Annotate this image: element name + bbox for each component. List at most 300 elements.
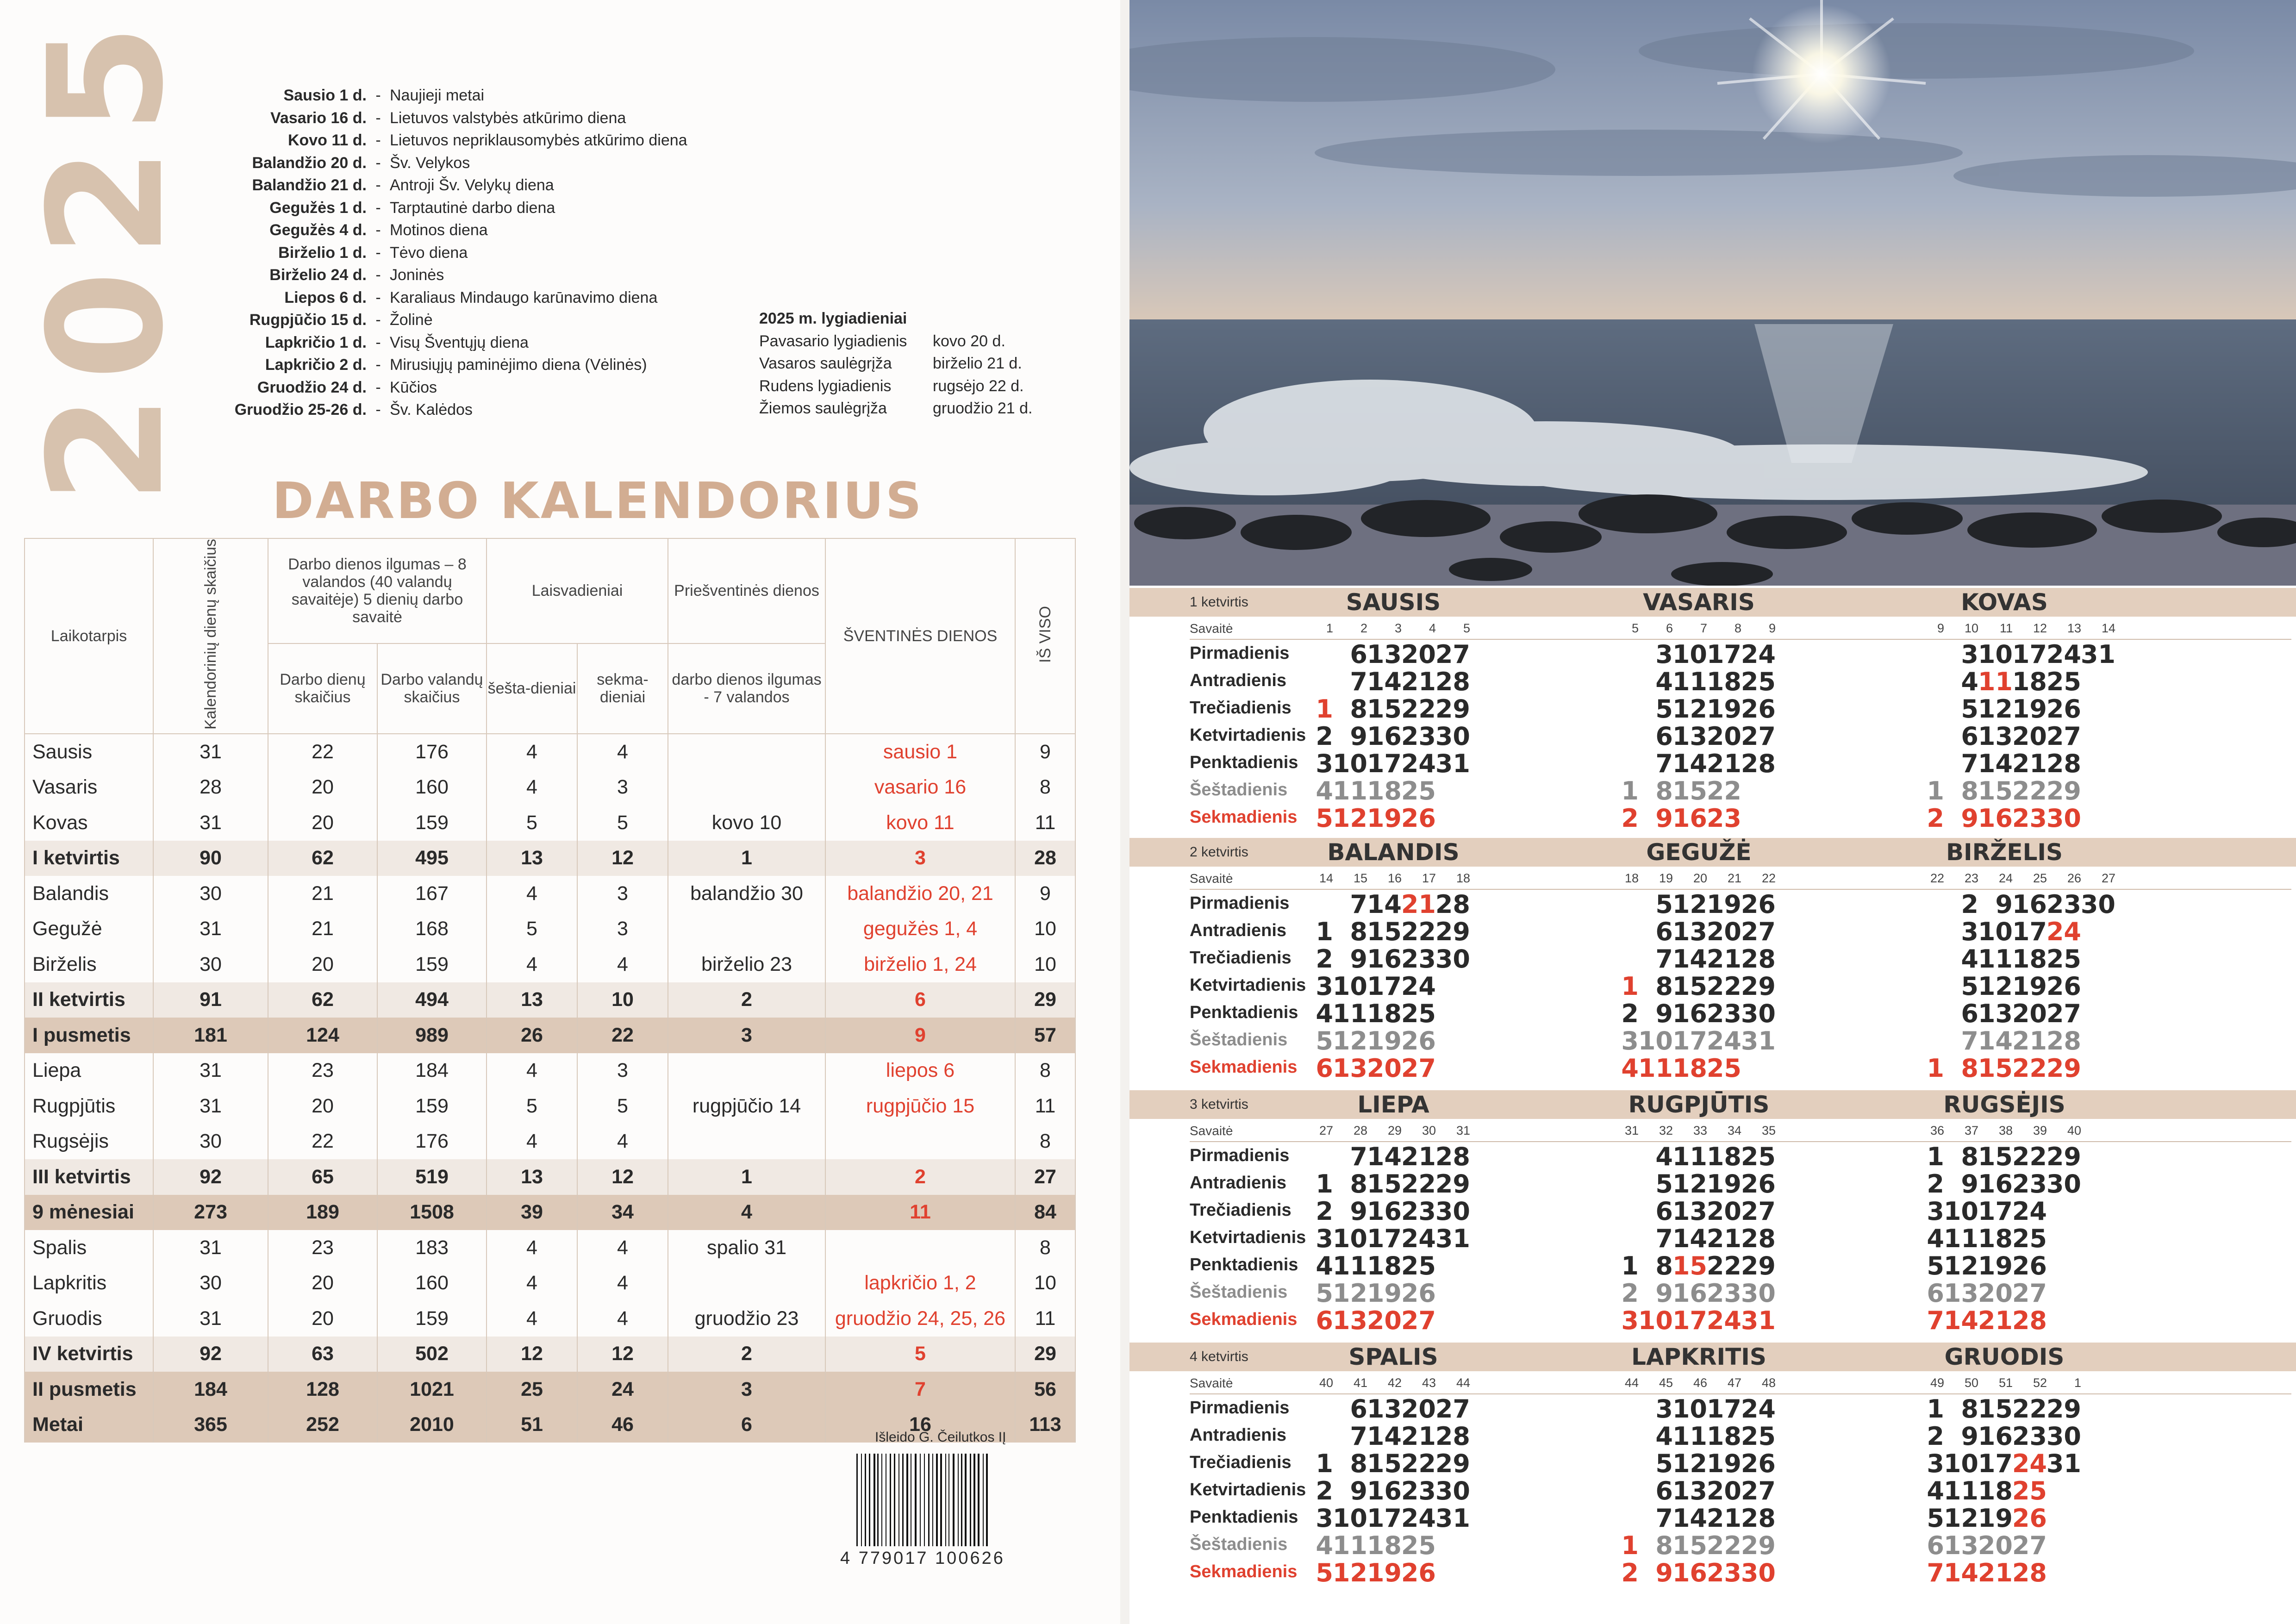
calendar-day: 19 [1706, 1449, 1741, 1478]
week-number: 44 [1624, 1376, 1639, 1390]
cell-period: 9 mėnesiai [25, 1195, 153, 1230]
cell-pre-holiday [668, 1266, 825, 1301]
calendar-day: 18 [1706, 667, 1741, 696]
calendar-day: 29 [2046, 776, 2081, 806]
calendar-day: 24 [1401, 749, 1436, 778]
cell-period: Rugpjūtis [25, 1088, 153, 1124]
equinox-name: Vasaros saulėgrįža [759, 355, 892, 372]
cell-saturdays: 4 [487, 1053, 577, 1089]
cell-sundays: 4 [577, 947, 668, 982]
calendar-day: 21 [1706, 944, 1741, 974]
calendar-day: 28 [2046, 749, 2081, 778]
calendar-day: 9 [1655, 1279, 1673, 1308]
month-name: GEGUŽĖ [1646, 839, 1752, 866]
calendar-day: 21 [1401, 667, 1436, 696]
cell-work-hours: 1021 [377, 1372, 487, 1407]
header-work-hours: Darbo valandų skaičius [377, 643, 487, 734]
calendar-day: 16 [1978, 1422, 2013, 1451]
cell-sundays: 4 [577, 1266, 668, 1301]
calendar-day: 9 [1655, 999, 1673, 1028]
week-number: 43 [1422, 1376, 1436, 1390]
calendar-day: 8 [1350, 917, 1367, 946]
cell-holiday-dates: 7 [825, 1372, 1015, 1407]
cell-work-hours: 159 [377, 805, 487, 841]
cell-calendar-days: 31 [153, 1088, 268, 1124]
calendar-day: 6 [1350, 1394, 1367, 1424]
week-number: 18 [1456, 871, 1470, 885]
calendar-day: 8 [1961, 1394, 1978, 1424]
quarter-label: 1 ketvirtis [1190, 594, 1248, 610]
calendar-day: 7 [1655, 944, 1673, 974]
holiday-item [167, 129, 687, 152]
calendar-day: 19 [1706, 1169, 1741, 1199]
cell-saturdays: 13 [487, 1159, 577, 1195]
calendar-day: 24 [2012, 1449, 2047, 1478]
calendar-day: 17 [1672, 1306, 1707, 1335]
calendar-day: 8 [1961, 1054, 1978, 1083]
week-number: 18 [1624, 871, 1639, 885]
calendar-day: 17 [1366, 1504, 1402, 1533]
calendar-day: 21 [1706, 749, 1741, 778]
calendar-day: 11 [1943, 1224, 1978, 1253]
cell-calendar-days: 28 [153, 770, 268, 806]
calendar-day: 20 [1706, 1476, 1741, 1505]
calendar-day: 10 [1332, 1224, 1367, 1253]
calendar-day: 16 [1366, 1197, 1402, 1226]
barcode-number: 4 779017 100626 [840, 1549, 1005, 1568]
calendar-day: 3 [1655, 1394, 1673, 1424]
calendar-day: 29 [1435, 917, 1470, 946]
cell-work-days: 20 [268, 770, 377, 806]
week-number: 4 [1429, 621, 1436, 635]
calendar-day: 8 [1350, 694, 1367, 724]
table-row [25, 1230, 1075, 1266]
calendar-day: 6 [1350, 640, 1367, 669]
holiday-item [167, 331, 687, 354]
calendar-day: 11 [1672, 1142, 1707, 1171]
table-row [25, 1337, 1075, 1372]
day-name: Ketvirtadienis [1190, 1480, 1306, 1499]
week-number: 1 [1326, 621, 1333, 635]
table-row [25, 982, 1075, 1018]
calendar-day: 27 [1741, 1197, 1776, 1226]
holiday-dash: - [375, 221, 381, 239]
header-period: Laikotarpis [25, 538, 153, 734]
cell-period: Gegužė [25, 912, 153, 947]
calendar-day: 2 [1927, 1422, 1944, 1451]
week-number: 6 [1666, 621, 1673, 635]
equinox-name: Pavasario lygiadienis [759, 332, 907, 350]
calendar-day: 14 [1366, 1142, 1402, 1171]
holiday-name: Kūčios [390, 378, 437, 396]
calendar-day: 5 [1655, 694, 1673, 724]
calendar-day: 13 [1332, 1054, 1367, 1083]
calendar-day: 29 [2046, 1142, 2081, 1171]
holiday-name: Lietuvos nepriklausomybės atkūrimo diena [390, 131, 687, 149]
calendar-day: 25 [1706, 1054, 1741, 1083]
calendar-day: 20 [1706, 722, 1741, 751]
calendar-day: 26 [1401, 1558, 1436, 1587]
holiday-dash: - [375, 266, 381, 284]
calendar-day: 26 [1741, 1449, 1776, 1478]
month-name: RUGPJŪTIS [1628, 1091, 1770, 1118]
calendar-day: 15 [1672, 1531, 1707, 1560]
cell-period: III ketvirtis [25, 1159, 153, 1195]
calendar-day: 20 [1978, 1279, 2013, 1308]
cell-period: Vasaris [25, 770, 153, 806]
calendar-day: 4 [1961, 944, 1978, 974]
cell-work-days: 21 [268, 912, 377, 947]
cell-holiday-dates: balandžio 20, 21 [825, 876, 1015, 912]
calendar-day: 5 [1316, 1026, 1333, 1056]
equinox-item [759, 330, 1033, 353]
calendar-day: 8 [1655, 1531, 1673, 1560]
week-number: 37 [1964, 1124, 1978, 1137]
calendar-day: 2 [1316, 1476, 1333, 1505]
calendar-day: 25 [2012, 1224, 2047, 1253]
cell-pre-holiday: birželio 23 [668, 947, 825, 982]
week-number: 8 [1734, 621, 1741, 635]
calendar-day: 28 [1435, 1422, 1470, 1451]
calendar-day: 6 [1927, 1531, 1944, 1560]
calendar-day: 20 [1401, 1394, 1436, 1424]
cell-period: II ketvirtis [25, 982, 153, 1018]
table-row [25, 1088, 1075, 1124]
calendar-day: 19 [1706, 694, 1741, 724]
calendar-day: 25 [2012, 1476, 2047, 1505]
calendar-day: 26 [1401, 804, 1436, 833]
week-number: 31 [1456, 1124, 1470, 1137]
cell-period: I ketvirtis [25, 841, 153, 876]
cell-holiday-dates: 11 [825, 1195, 1015, 1230]
week-number: 49 [1930, 1376, 1944, 1390]
calendar-day: 2 [1621, 999, 1639, 1028]
cell-sundays: 4 [577, 1301, 668, 1337]
calendar-day: 22 [2012, 1142, 2047, 1171]
week-number: 16 [1387, 871, 1402, 885]
calendar-day: 24 [1401, 1504, 1436, 1533]
calendar-day: 8 [1655, 776, 1673, 806]
holiday-date: Lapkričio 1 d. [265, 333, 367, 351]
calendar-day: 19 [1366, 1026, 1402, 1056]
calendar-day: 21 [1978, 1558, 2013, 1587]
cell-total: 10 [1015, 1266, 1075, 1301]
holiday-name: Motinos diena [390, 221, 488, 239]
calendar-day: 2 [1621, 1279, 1639, 1308]
week-number: 32 [1659, 1124, 1673, 1137]
calendar-day: 6 [1961, 722, 1978, 751]
cell-period: Sausis [25, 734, 153, 770]
week-number: 27 [2101, 871, 2115, 885]
cell-total: 8 [1015, 1230, 1075, 1266]
holiday-date: Gruodžio 25-26 d. [234, 401, 367, 418]
week-number: 41 [1353, 1376, 1367, 1390]
day-name: Pirmadienis [1190, 643, 1290, 663]
holiday-list [167, 84, 687, 421]
calendar-day: 1 [1316, 917, 1333, 946]
cell-calendar-days: 31 [153, 805, 268, 841]
table-row [25, 1018, 1075, 1053]
calendar-day: 22 [1401, 694, 1436, 724]
holiday-item [167, 197, 687, 219]
day-name: Ketvirtadienis [1190, 725, 1306, 745]
calendar-day: 21 [2012, 749, 2047, 778]
calendar-day: 30 [1741, 999, 1776, 1028]
holiday-name: Karaliaus Mindaugo karūnavimo diena [390, 288, 658, 306]
week-number: 26 [2067, 871, 2081, 885]
holiday-date: Birželio 1 d. [278, 244, 367, 262]
holiday-dash: - [375, 109, 381, 127]
cell-pre-holiday: 2 [668, 1337, 825, 1372]
calendar-day: 9 [1961, 1169, 1978, 1199]
cell-total: 113 [1015, 1407, 1075, 1443]
calendar-day: 13 [1978, 722, 2013, 751]
day-name: Antradienis [1190, 921, 1287, 940]
equinox-date: gruodžio 21 d. [933, 400, 1033, 417]
calendar-day: 3 [1655, 640, 1673, 669]
cell-saturdays: 4 [487, 947, 577, 982]
calendar-day: 12 [1943, 1504, 1978, 1533]
calendar-day: 13 [1672, 917, 1707, 946]
week-number: 35 [1761, 1124, 1776, 1137]
calendar-day: 31 [1741, 1306, 1776, 1335]
calendar-day: 14 [1672, 749, 1707, 778]
left-page [0, 0, 1120, 1624]
calendar-day: 23 [1706, 804, 1741, 833]
calendar-day: 4 [1927, 1476, 1944, 1505]
holiday-dash: - [375, 356, 381, 374]
calendar-day: 15 [1366, 1449, 1402, 1478]
calendar-day: 21 [1706, 1224, 1741, 1253]
calendar-day: 14 [1366, 667, 1402, 696]
cell-period: II pusmetis [25, 1372, 153, 1407]
holiday-item [167, 287, 687, 309]
week-label: Savaitė [1190, 621, 1233, 636]
calendar-day: 3 [1316, 1504, 1333, 1533]
calendar-day: 7 [1655, 1224, 1673, 1253]
calendar-day: 10 [1672, 640, 1707, 669]
calendar-day: 30 [2046, 804, 2081, 833]
calendar-day: 11 [1332, 1251, 1367, 1280]
calendar-day: 25 [1741, 1142, 1776, 1171]
calendar-day: 24 [1706, 1026, 1741, 1056]
calendar-day: 30 [1741, 1558, 1776, 1587]
calendar-day: 25 [1401, 776, 1436, 806]
holiday-name: Šv. Velykos [390, 154, 470, 172]
cell-saturdays: 4 [487, 1230, 577, 1266]
cell-work-days: 21 [268, 876, 377, 912]
calendar-day: 29 [1435, 694, 1470, 724]
cell-holiday-dates [825, 1124, 1015, 1160]
holiday-item [167, 354, 687, 376]
cell-pre-holiday: 1 [668, 841, 825, 876]
week-number: 10 [1964, 621, 1978, 635]
calendar-day: 15 [1978, 1054, 2013, 1083]
holiday-name: Antroji Šv. Velykų diena [390, 176, 554, 194]
calendar-day: 31 [1435, 1224, 1470, 1253]
holiday-dash: - [375, 311, 381, 329]
week-number: 45 [1659, 1376, 1673, 1390]
calendar-day: 2 [1961, 890, 1978, 919]
day-name: Šeštadienis [1190, 780, 1288, 800]
calendar-day: 6 [1961, 999, 1978, 1028]
calendar-day: 12 [1672, 890, 1707, 919]
calendar-day: 2 [1316, 1197, 1333, 1226]
calendar-day: 8 [1655, 1251, 1673, 1280]
cell-period: Spalis [25, 1230, 153, 1266]
calendar-day: 28 [1741, 1224, 1776, 1253]
cell-calendar-days: 30 [153, 947, 268, 982]
calendar-day: 2 [1621, 804, 1639, 833]
calendar-day: 16 [1672, 1558, 1707, 1587]
calendar-day: 15 [1672, 776, 1707, 806]
holiday-name: Mirusiųjų paminėjimo diena (Vėlinės) [390, 356, 647, 374]
quarter-label: 4 ketvirtis [1190, 1349, 1248, 1364]
cell-sundays: 5 [577, 1088, 668, 1124]
calendar-day: 23 [1401, 1197, 1436, 1226]
cell-calendar-days: 184 [153, 1372, 268, 1407]
calendar-day: 21 [1978, 1306, 2013, 1335]
cell-holiday-dates: lapkričio 1, 2 [825, 1266, 1015, 1301]
calendar-day: 22 [1706, 972, 1741, 1001]
calendar-day: 5 [1961, 972, 1978, 1001]
calendar-day: 19 [1366, 1558, 1402, 1587]
cell-calendar-days: 181 [153, 1018, 268, 1053]
calendar-day: 3 [1621, 1026, 1639, 1056]
calendar-day: 12 [1943, 1251, 1978, 1280]
calendar-day: 4 [1316, 1251, 1333, 1280]
calendar-day: 22 [2012, 1394, 2047, 1424]
calendar-day: 14 [1672, 1504, 1707, 1533]
calendar-day: 10 [1978, 917, 2013, 946]
calendar-day: 27 [1401, 1306, 1436, 1335]
cell-saturdays: 12 [487, 1337, 577, 1372]
week-number: 36 [1930, 1124, 1944, 1137]
calendar-day: 9 [1350, 722, 1367, 751]
calendar-day: 7 [1961, 749, 1978, 778]
cell-sundays: 10 [577, 982, 668, 1018]
calendar-day: 5 [1927, 1504, 1944, 1533]
day-name: Pirmadienis [1190, 893, 1290, 913]
holiday-date: Kovo 11 d. [287, 131, 367, 149]
cell-pre-holiday: 6 [668, 1407, 825, 1443]
calendar-day: 3 [1961, 917, 1978, 946]
calendar-day: 24 [2012, 1197, 2047, 1226]
calendar-day: 14 [1672, 944, 1707, 974]
day-name: Ketvirtadienis [1190, 1228, 1306, 1247]
cell-pre-holiday [668, 734, 825, 770]
cell-work-hours: 183 [377, 1230, 487, 1266]
holiday-item [167, 107, 687, 130]
cell-calendar-days: 31 [153, 1053, 268, 1089]
calendar-day: 21 [2012, 1026, 2047, 1056]
calendar-day: 26 [1401, 1026, 1436, 1056]
calendar-day: 22 [1401, 1449, 1436, 1478]
calendar-day: 22 [2012, 1054, 2047, 1083]
equinox-item [759, 375, 1033, 398]
calendar-day: 20 [1706, 1197, 1741, 1226]
calendar-day: 1 [1621, 972, 1639, 1001]
publisher: Išleido G. Čeilutkos IĮ [875, 1430, 1006, 1445]
calendar-day: 12 [1672, 1449, 1707, 1478]
cell-work-days: 20 [268, 1266, 377, 1301]
cell-work-hours: 519 [377, 1159, 487, 1195]
calendar-day: 31 [2080, 640, 2115, 669]
table-row [25, 1372, 1075, 1407]
calendar-day: 29 [1435, 1169, 1470, 1199]
calendar-day: 16 [1672, 1279, 1707, 1308]
day-name: Ketvirtadienis [1190, 975, 1306, 995]
cell-holiday-dates: liepos 6 [825, 1053, 1015, 1089]
calendar-day: 1 [1316, 1169, 1333, 1199]
calendar-day: 1 [1316, 1449, 1333, 1478]
cell-pre-holiday: 2 [668, 982, 825, 1018]
holiday-name: Tėvo diena [390, 244, 468, 262]
cell-calendar-days: 92 [153, 1159, 268, 1195]
equinox-list [759, 307, 1033, 420]
cell-period: Birželis [25, 947, 153, 982]
calendar-day: 28 [1741, 944, 1776, 974]
calendar-day: 8 [1350, 1169, 1367, 1199]
table-row [25, 947, 1075, 982]
holiday-dash: - [375, 333, 381, 351]
week-number: 29 [1387, 1124, 1402, 1137]
calendar-day: 7 [1961, 1026, 1978, 1056]
calendar-day: 22 [1401, 917, 1436, 946]
header-sundays: sekma-dieniai [577, 643, 668, 734]
calendar-day: 5 [1961, 694, 1978, 724]
cell-total: 27 [1015, 1159, 1075, 1195]
calendar-day: 4 [1621, 1054, 1639, 1083]
calendar-day: 1 [1621, 776, 1639, 806]
calendar-day: 12 [1332, 1558, 1367, 1587]
holiday-date: Gruodžio 24 d. [257, 378, 367, 396]
cell-pre-holiday [668, 1053, 825, 1089]
calendar-day: 27 [2012, 1279, 2047, 1308]
week-number: 23 [1964, 871, 1978, 885]
calendar-day: 23 [1706, 1558, 1741, 1587]
month-name: SAUSIS [1346, 589, 1441, 616]
calendar-day: 19 [1366, 804, 1402, 833]
calendar-day: 24 [2046, 640, 2081, 669]
table-row [25, 1053, 1075, 1089]
calendar-day: 22 [1401, 1169, 1436, 1199]
calendar-day: 23 [2012, 804, 2047, 833]
calendar-day: 23 [1401, 722, 1436, 751]
calendar-day: 28 [1741, 1504, 1776, 1533]
cell-work-hours: 2010 [377, 1407, 487, 1443]
calendar-day: 5 [1655, 1449, 1673, 1478]
week-number: 52 [2033, 1376, 2047, 1390]
cell-period: Metai [25, 1407, 153, 1443]
cell-sundays: 5 [577, 805, 668, 841]
calendar-day: 4 [1316, 1531, 1333, 1560]
month-name: RUGSĖJIS [1943, 1091, 2065, 1118]
calendar-day: 24 [1706, 1306, 1741, 1335]
week-number: 44 [1456, 1376, 1470, 1390]
week-number: 25 [2033, 871, 2047, 885]
cell-work-hours: 160 [377, 770, 487, 806]
calendar-day: 13 [1332, 1306, 1367, 1335]
holiday-dash: - [375, 176, 381, 194]
cell-work-hours: 1508 [377, 1195, 487, 1230]
calendar-day: 1 [1316, 694, 1333, 724]
holiday-item [167, 152, 687, 175]
week-number: 50 [1964, 1376, 1978, 1390]
cell-saturdays: 26 [487, 1018, 577, 1053]
calendar-day: 11 [1672, 1422, 1707, 1451]
week-number: 15 [1353, 871, 1367, 885]
